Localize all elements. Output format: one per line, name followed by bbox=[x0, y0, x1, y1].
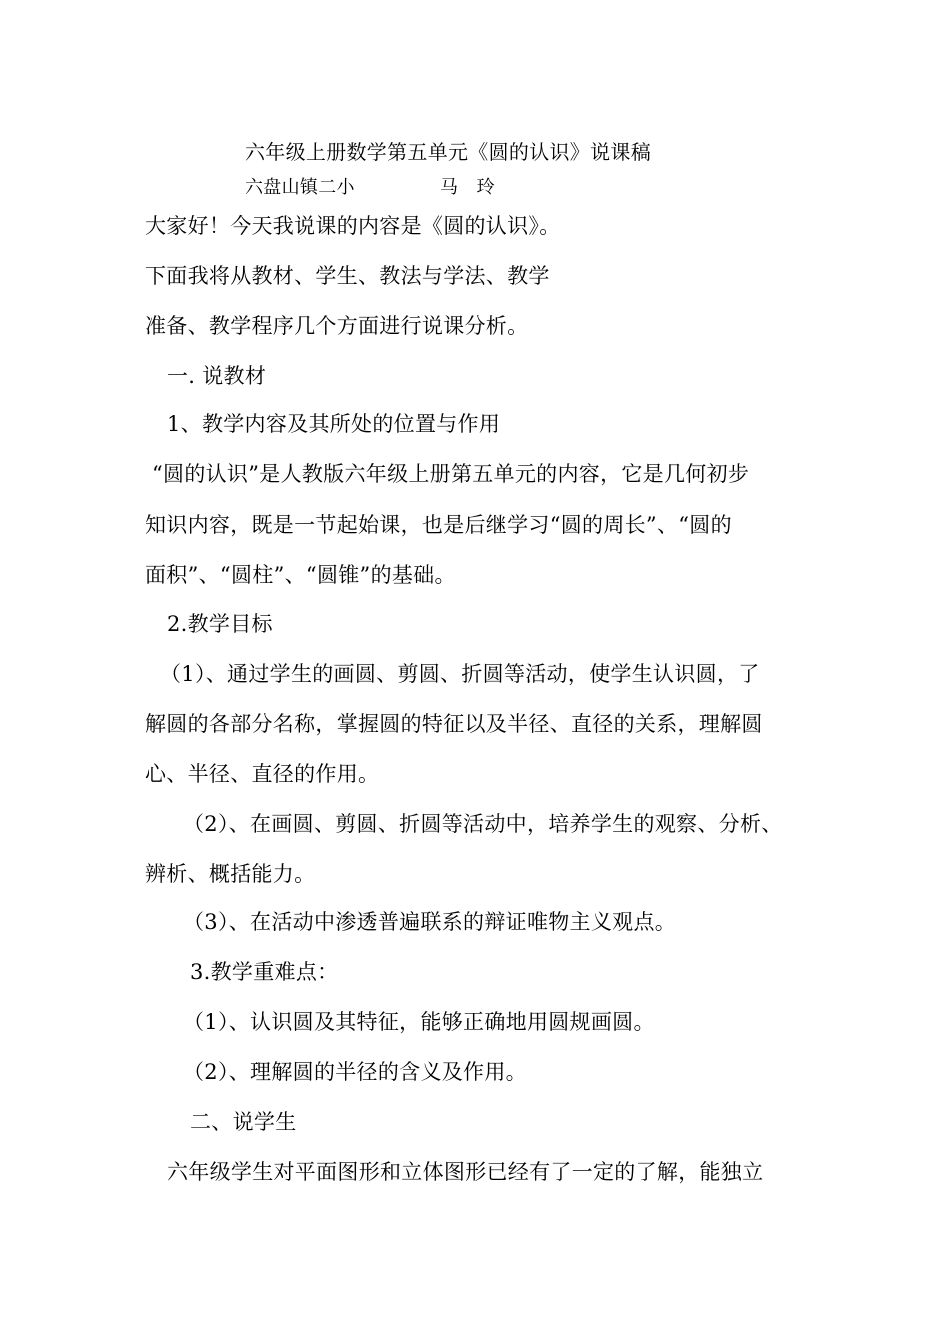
subheading-content-position: 1、教学内容及其所处的位置与作用 bbox=[167, 412, 501, 436]
objective-1-line-2: 解圆的各部分名称，掌握圆的特征以及半径、直径的关系，理解圆 bbox=[145, 712, 763, 736]
key-point-2: （2）、理解圆的半径的含义及作用。 bbox=[183, 1060, 527, 1084]
paragraph-greeting: 大家好！今天我说课的内容是《圆的认识》。 bbox=[145, 214, 561, 238]
paragraph-intro-line-1: 下面我将从教材、学生、教法与学法、教学 bbox=[145, 264, 550, 288]
objective-1-line-3: 心、半径、直径的作用。 bbox=[145, 762, 380, 786]
document-title: 六年级上册数学第五单元《圆的认识》说课稿 bbox=[245, 140, 651, 164]
key-point-1: （1）、认识圆及其特征，能够正确地用圆规画圆。 bbox=[183, 1010, 655, 1034]
author-school: 六盘山镇二小 bbox=[245, 177, 355, 198]
paragraph-intro-line-2: 准备、教学程序几个方面进行说课分析。 bbox=[145, 314, 529, 338]
subheading-key-points: 3.教学重难点： bbox=[190, 960, 339, 984]
objective-3: （3）、在活动中渗透普遍联系的辩证唯物主义观点。 bbox=[183, 910, 677, 934]
author-name: 马 玲 bbox=[440, 177, 495, 198]
paragraph-content-line-1: “圆的认识”是人教版六年级上册第五单元的内容，它是几何初步 bbox=[152, 462, 750, 486]
objective-2-line-1: （2）、在画圆、剪圆、折圆等活动中，培养学生的观察、分析、 bbox=[183, 812, 783, 836]
subheading-objectives: 2.教学目标 bbox=[167, 612, 273, 636]
paragraph-students-line-1: 六年级学生对平面图形和立体图形已经有了一定的了解，能独立 bbox=[167, 1160, 764, 1184]
paragraph-content-line-2: 知识内容，既是一节起始课，也是后继学习“圆的周长”、“圆的 bbox=[145, 513, 732, 537]
paragraph-content-line-3: 面积”、“圆柱”、“圆锥”的基础。 bbox=[145, 563, 456, 587]
objective-2-line-2: 辨析、概括能力。 bbox=[145, 862, 316, 886]
section-heading-textbook: 一. 说教材 bbox=[167, 364, 267, 388]
section-heading-students: 二、说学生 bbox=[190, 1110, 297, 1134]
objective-1-line-1: （1）、通过学生的画圆、剪圆、折圆等活动，使学生认识圆，了 bbox=[160, 662, 760, 686]
